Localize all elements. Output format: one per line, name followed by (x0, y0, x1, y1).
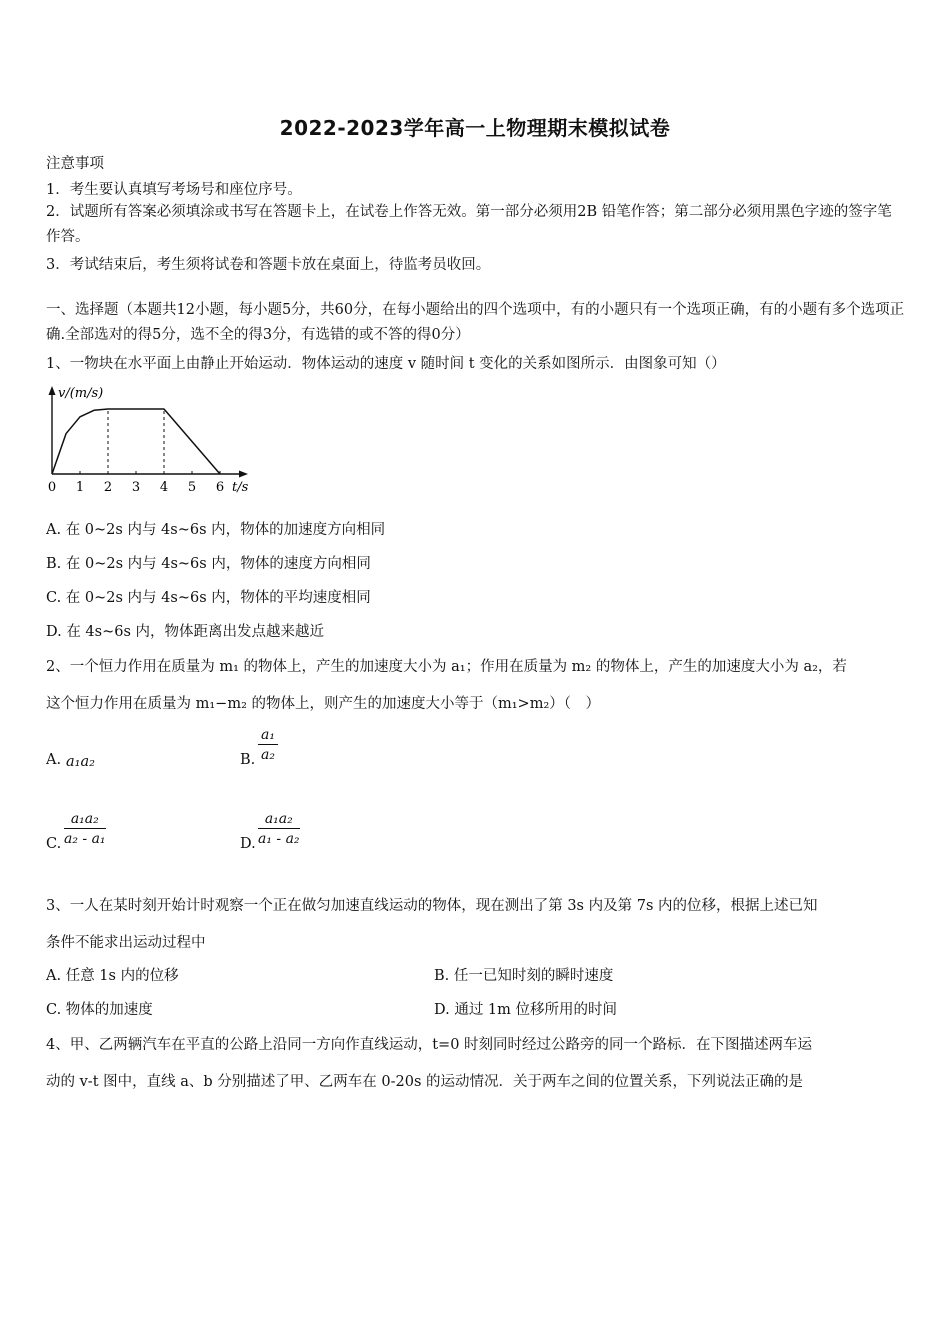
chart-x-tick-label: 2 (103, 480, 113, 495)
q3-stem-line2: 条件不能求出运动过程中 (46, 935, 206, 951)
notice-item-1: 1．考生要认真填写考场号和座位序号。 (46, 182, 302, 198)
q2-stem-line2: 这个恒力作用在质量为 m₁−m₂ 的物体上，则产生的加速度大小等于（m₁>m₂）（ ） (46, 696, 601, 712)
q2-option-d-label: D. (240, 836, 256, 852)
q2-option-d-denominator: a₁ - a₂ (258, 831, 300, 847)
chart-x-tick-label: 1 (75, 480, 85, 495)
q3-option-c: C. 物体的加速度 (46, 1002, 153, 1018)
q3-stem-line1: 3、一人在某时刻开始计时观察一个正在做匀加速直线运动的物体，现在测出了第 3s 内及第 7s 内的位移，根据上述已知 (46, 898, 818, 914)
chart-x-tick-label: 3 (131, 480, 141, 495)
page-title: 2022-2023学年高一上物理期末模拟试卷 (279, 116, 671, 140)
q2-option-d-fraction (258, 811, 300, 847)
notice-heading: 注意事项 (46, 156, 104, 172)
notice-item-2: 2．试题所有答案必须填涂或书写在答题卡上，在试卷上作答无效。第一部分必须用2B 铅笔作答；第二部分必须用黑色字迹的签字笔作答。 (46, 204, 892, 245)
q2-option-b-numerator: a₁ (258, 727, 278, 745)
section-heading: 一、选择题（本题共12小题，每小题5分，共60分，在每小题给出的四个选项中，有的小题只有一个选项正确，有的小题有多个选项正确.全部选对的得5分，选不全的得3分，有选错的或不答的得0分） (46, 302, 905, 343)
q1-option-b: B. 在 0~2s 内与 4s~6s 内，物体的速度方向相同 (46, 556, 371, 572)
q2-option-c-denominator: a₂ - a₁ (64, 831, 106, 847)
q4-stem-line1: 4、甲、乙两辆汽车在平直的公路上沿同一方向作直线运动，t=0 时刻同时经过公路旁的同一个路标．在下图描述两车运 (46, 1037, 813, 1053)
q2-option-b-fraction (258, 727, 278, 763)
q2-stem-line1: 2、一个恒力作用在质量为 m₁ 的物体上，产生的加速度大小为 a₁；作用在质量为 m₂ 的物体上，产生的加速度大小为 a₂，若 (46, 659, 847, 675)
q2-option-c-numerator: a₁a₂ (64, 811, 106, 829)
chart-y-arrow (49, 386, 56, 395)
q4-stem-line2: 动的 v-t 图中，直线 a、b 分别描述了甲、乙两车在 0-20s 的运动情况．关于两车之间的位置关系，下列说法正确的是 (46, 1074, 804, 1090)
q2-option-a-label: A. (46, 752, 62, 768)
q1-vt-chart (40, 380, 260, 498)
chart-x-arrow (239, 471, 248, 478)
q2-option-c-label: C. (46, 836, 62, 852)
notice-item-3: 3．考试结束后，考生须将试卷和答题卡放在桌面上，待监考员收回。 (46, 257, 491, 273)
q1-option-d: D. 在 4s~6s 内，物体距离出发点越来越近 (46, 624, 325, 640)
q2-option-d-numerator: a₁a₂ (258, 811, 300, 829)
chart-x-tick-label: 4 (159, 480, 169, 495)
chart-x-tick-label: 0 (47, 480, 57, 495)
chart-x-tick-label: 5 (187, 480, 197, 495)
q3-option-d: D. 通过 1m 位移所用的时间 (434, 1002, 618, 1018)
chart-x-tick-label: 6 (215, 480, 225, 495)
q1-option-c: C. 在 0~2s 内与 4s~6s 内，物体的平均速度相同 (46, 590, 371, 606)
chart-xlabel: t/s (232, 480, 249, 495)
q1-stem: 1、一物块在水平面上由静止开始运动．物体运动的速度 v 随时间 t 变化的关系如图所示．由图象可知（） (46, 356, 726, 372)
q2-option-b-label: B. (240, 752, 256, 768)
q2-option-c-fraction (64, 811, 106, 847)
q2-option-a-expr: a₁a₂ (66, 754, 95, 770)
q2-option-b-denominator: a₂ (261, 747, 275, 763)
q3-option-b: B. 任一已知时刻的瞬时速度 (434, 968, 614, 984)
q3-option-a: A. 任意 1s 内的位移 (46, 968, 179, 984)
q1-option-a: A. 在 0~2s 内与 4s~6s 内，物体的加速度方向相同 (46, 522, 386, 538)
chart-series-line (52, 409, 220, 474)
chart-ylabel: v/(m/s) (58, 386, 104, 401)
